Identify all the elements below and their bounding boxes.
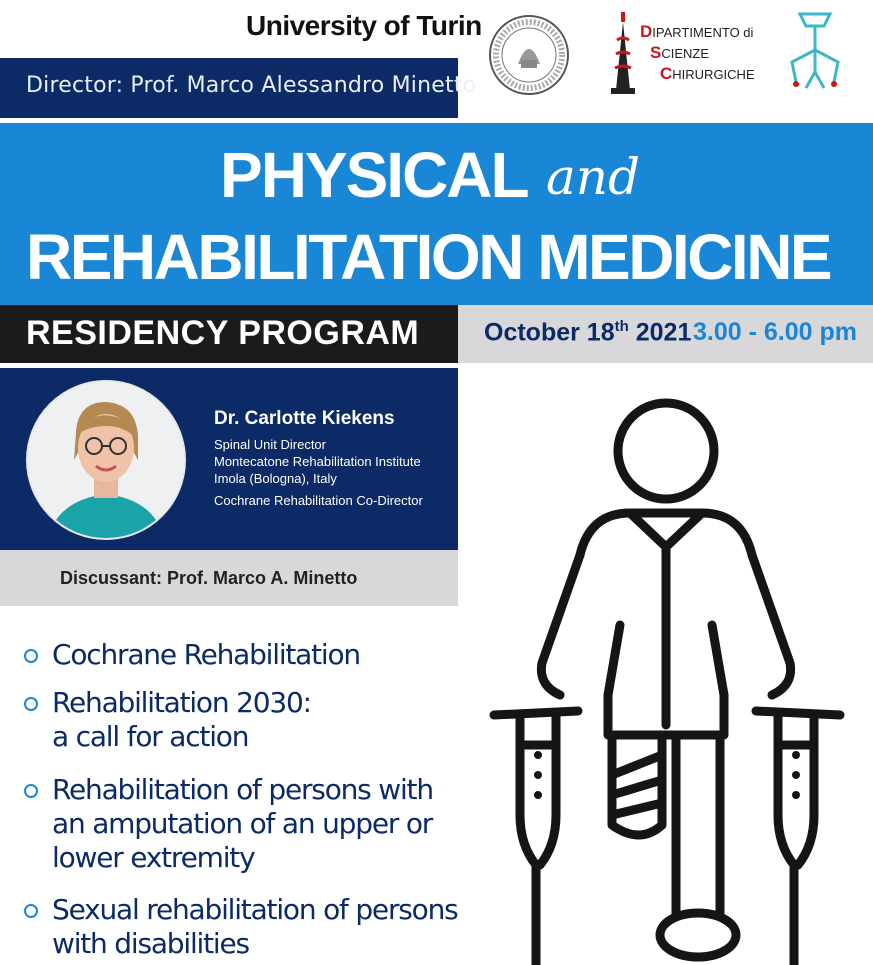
- topic-item: Sexual rehabilitation of persons with disabilities: [52, 893, 458, 960]
- title-physical: PHYSICAL: [220, 139, 528, 211]
- speaker-location: Imola (Bologna), Italy: [214, 471, 337, 486]
- bullet-icon: [24, 697, 38, 711]
- speaker-institute: Montecatone Rehabilitation Institute: [214, 454, 421, 469]
- bullet-icon: [24, 904, 38, 918]
- department-tower-logo: [608, 10, 638, 96]
- university-name: University of Turin: [246, 10, 482, 41]
- topic-item: Rehabilitation 2030: a call for action: [52, 686, 311, 753]
- speaker-name: Dr. Carlotte Kiekens: [214, 408, 395, 429]
- residency-program-label: RESIDENCY PROGRAM: [26, 314, 420, 352]
- university-seal-logo: [488, 14, 570, 96]
- speaker-role: Spinal Unit Director: [214, 437, 326, 452]
- bullet-icon: [24, 784, 38, 798]
- director-text: Director: Prof. Marco Alessandro Minetto: [26, 73, 477, 98]
- department-name: DIPARTIMENTO di SCIENZE CHIRURGICHE: [640, 22, 755, 83]
- bullet-icon: [24, 649, 38, 663]
- speaker-cochrane-role: Cochrane Rehabilitation Co-Director: [214, 493, 423, 508]
- amputee-crutches-illustration: [480, 395, 873, 965]
- title-and: and: [546, 148, 641, 206]
- event-date: October 18th 2021: [484, 318, 692, 347]
- surgical-robot-logo: [782, 10, 848, 94]
- event-time: 3.00 - 6.00 pm: [693, 318, 857, 346]
- topic-item: Cochrane Rehabilitation: [52, 638, 360, 671]
- topic-item: Rehabilitation of persons with an amputation of an upper or lower extremity: [52, 773, 433, 874]
- discussant-text: Discussant: Prof. Marco A. Minetto: [60, 568, 358, 588]
- title-rehabilitation-medicine: REHABILITATION MEDICINE: [26, 221, 831, 293]
- speaker-photo: [26, 380, 186, 540]
